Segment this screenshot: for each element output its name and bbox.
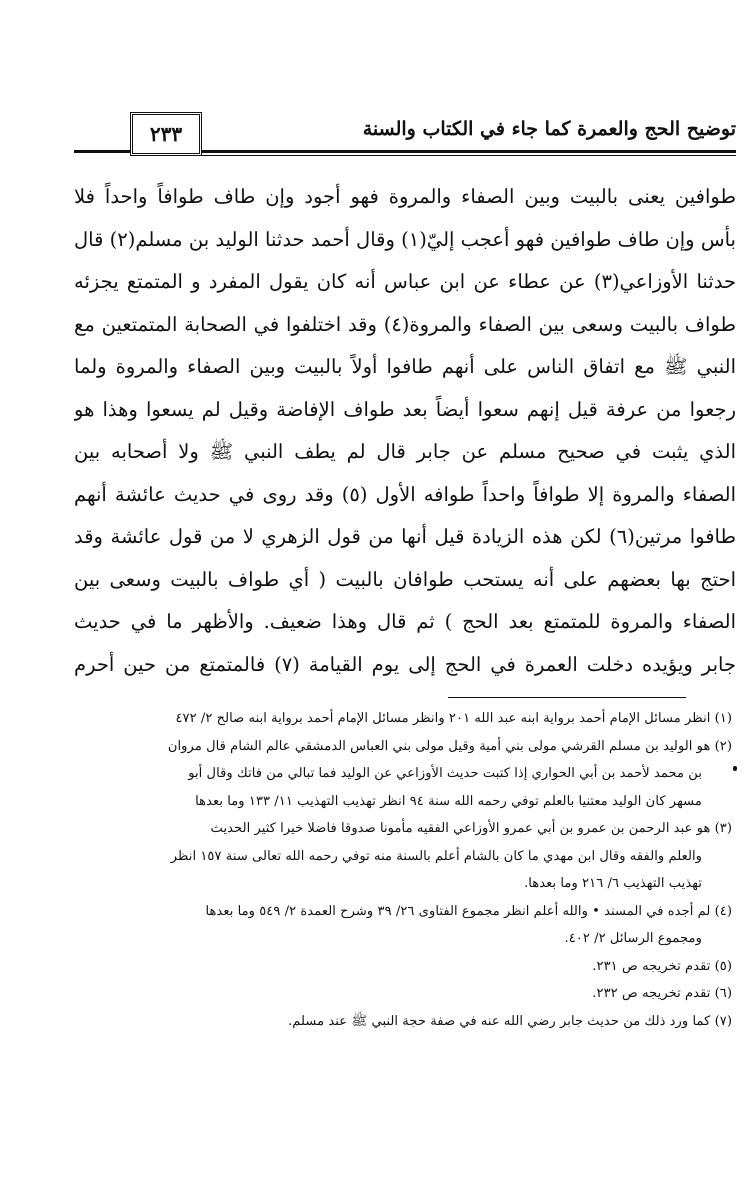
- body-line: طوافين يعنى بالبيت وبين الصفاء والمروة فهو أجود وإن طاف طوافاً واحداً فلا: [74, 185, 736, 208]
- footnote-1: (١) انظر مسائل الإمام أحمد برواية ابنه عبد الله ٢٠١ وانظر مسائل الإمام أحمد برواية ابنه صالح ٢/ ٤٧٢: [175, 711, 732, 726]
- footnote-2-cont: بن محمد لأحمد بن أبي الحواري إذا كتبت حديث الأوزاعي عن الوليد فما تبالي من فاتك وقال أبو: [188, 766, 702, 781]
- body-line: حدثنا الأوزاعي(٣) عن عطاء عن ابن عباس أنه كان يقول المفرد و المتمتع يجزئه: [74, 270, 736, 293]
- body-line: بأس وإن طاف طوافين فهو أعجب إليّ(١) وقال أحمد حدثنا الوليد بن مسلم(٢) قال: [74, 227, 736, 251]
- body-line: طواف بالبيت وسعى بين الصفاء والمروة(٤) وقد اختلفوا في الصحابة المتمتعين مع: [74, 312, 736, 336]
- body-line: احتج بها بعضهم على أنه يستحب طوافان بالبيت ( أي طواف بالبيت وسعى بين: [74, 567, 736, 591]
- margin-mark: [733, 766, 737, 771]
- footnote-3: (٣) هو عبد الرحمن بن عمرو بن أبي عمرو الأوزاعي الفقيه مأمونا صدوقا فاضلا خيرا كثير الحديث: [210, 821, 732, 836]
- footnote-2-cont: مسهر كان الوليد معتنيا بالعلم توفي رحمه الله سنة ٩٤ انظر تهذيب التهذيب ١١/ ١٣٣ وما بعدها: [195, 793, 702, 809]
- body-line: الذي يثبت في صحيح مسلم عن جابر قال لم يطف النبي ﷺ ولا أصحابه بين: [74, 440, 736, 463]
- footnotes: [70, 705, 732, 1035]
- body-line: النبي ﷺ مع اتفاق الناس على أنهم طافوا أولاً بالبيت وبين الصفاء والمروة ولما: [74, 355, 736, 378]
- footnote-2: (٢) هو الوليد بن مسلم القرشي مولى بني أمية وقيل مولى بني العباس الدمشقي عالم الشام قال مروان: [167, 738, 732, 754]
- page-header: [74, 110, 736, 166]
- running-title: توضيح الحج والعمرة كما جاء في الكتاب والسنة: [362, 118, 736, 140]
- body-line: رجعوا من عرفة قيل إنهم سعوا أيضاً بعد طواف الإفاضة وقيل لم يسعوا وهذا هو: [74, 397, 736, 421]
- footnote-4: (٤) لم أجده في المسند • والله أعلم انظر مجموع الفتاوى ٢٦/ ٣٩ وشرح العمدة ٢/ ٥٤٩ وما بعدها: [205, 903, 732, 919]
- body-text: [74, 176, 736, 686]
- body-line: الصفاء والمروة للمتمتع بعد الحج ) ثم قال وهذا ضعيف. والأظهر ما في حديث: [74, 610, 736, 633]
- body-line: جابر ويؤيده دخلت العمرة في الحج إلى يوم القيامة (٧) فالمتمتع من حين أحرم: [74, 652, 736, 676]
- header-rule-right-thin: [202, 155, 736, 156]
- footnote-3-cont: والعلم والفقه وقال ابن مهدي ما كان بالشام أعلم بالسنة منه توفي رحمه الله تعالى سنة ١٥٧ انظر: [170, 848, 702, 864]
- header-rule-right: [202, 150, 736, 153]
- footnote-4-cont: ومجموع الرسائل ٢/ ٤٠٢.: [564, 931, 702, 946]
- footnote-7: (٧) كما ورد ذلك من حديث جابر رضي الله عنه في صفة حجة النبي ﷺ عند مسلم.: [288, 1013, 732, 1029]
- footnote-6: (٦) تقدم تخريجه ص ٢٣٢.: [592, 986, 732, 1001]
- page-number: ٢٣٣: [130, 112, 202, 156]
- body-line: الصفاء والمروة إلا طوافاً واحداً طوافه الأول (٥) وقد روى في حديث عائشة أنهم: [74, 482, 736, 506]
- footnote-3-cont: تهذيب التهذيب ٦/ ٢١٦ وما بعدها.: [524, 876, 702, 891]
- footnote-5: (٥) تقدم تخريجه ص ٢٣١.: [592, 958, 732, 974]
- body-line: طافوا مرتين(٦) لكن هذه الزيادة قيل أنها من قول الزهري لا من قول عائشة وقد: [74, 525, 736, 548]
- header-rule-left: [74, 150, 130, 153]
- footnote-separator: [448, 697, 686, 698]
